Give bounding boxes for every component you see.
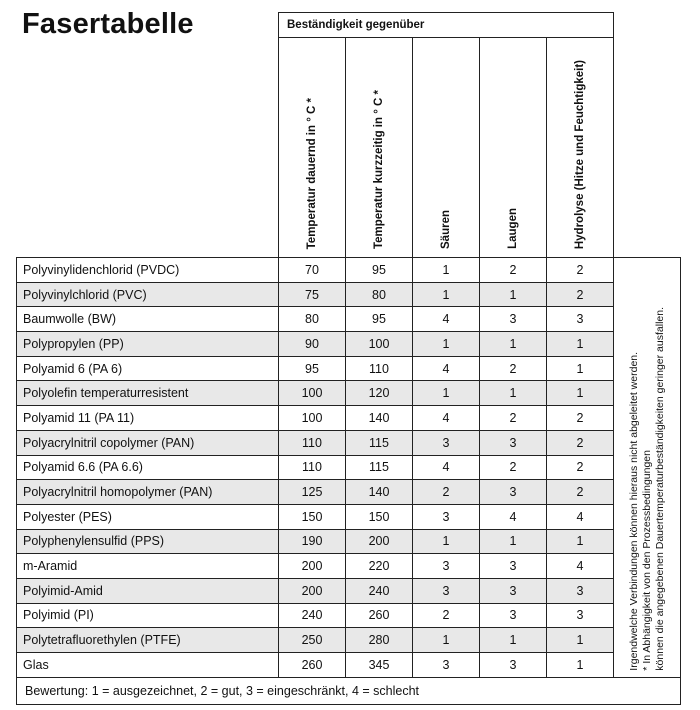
value-cell: 3 — [413, 578, 480, 603]
table-row — [17, 504, 681, 529]
table-row — [17, 653, 681, 678]
value-cell: 4 — [547, 554, 614, 579]
value-cell: 2 — [547, 480, 614, 505]
value-cell: 200 — [279, 554, 346, 579]
fiber-name: Polyvinylidenchlorid (PVDC) — [17, 258, 279, 283]
value-cell: 3 — [480, 307, 547, 332]
value-cell: 4 — [413, 406, 480, 431]
value-cell: 345 — [346, 653, 413, 678]
value-cell: 70 — [279, 258, 346, 283]
value-cell: 1 — [413, 628, 480, 653]
value-cell: 1 — [480, 381, 547, 406]
table-row — [17, 554, 681, 579]
value-cell: 90 — [279, 332, 346, 357]
value-cell: 1 — [413, 381, 480, 406]
value-cell: 3 — [547, 307, 614, 332]
value-cell: 2 — [413, 480, 480, 505]
value-cell: 2 — [480, 406, 547, 431]
value-cell: 3 — [413, 653, 480, 678]
value-cell: 3 — [480, 430, 547, 455]
column-header-saeuren: Säuren — [413, 38, 480, 258]
fiber-name: Polyimid-Amid — [17, 578, 279, 603]
value-cell: 1 — [480, 332, 547, 357]
value-cell: 4 — [413, 455, 480, 480]
fiber-name: Polyamid 11 (PA 11) — [17, 406, 279, 431]
header-blank-right — [614, 38, 681, 258]
value-cell: 200 — [279, 578, 346, 603]
value-cell: 2 — [480, 356, 547, 381]
value-cell: 100 — [346, 332, 413, 357]
value-cell: 1 — [547, 381, 614, 406]
value-cell: 3 — [480, 578, 547, 603]
table-row — [17, 628, 681, 653]
fiber-name: Polyacrylnitril copolymer (PAN) — [17, 430, 279, 455]
value-cell: 3 — [480, 653, 547, 678]
fiber-name: Polyphenylensulfid (PPS) — [17, 529, 279, 554]
value-cell: 4 — [413, 307, 480, 332]
column-header-temp-dauernd: Temperatur dauernd in ° C * — [279, 38, 346, 258]
value-cell: 75 — [279, 282, 346, 307]
value-cell: 110 — [279, 455, 346, 480]
table-row — [17, 258, 681, 283]
value-cell: 2 — [480, 455, 547, 480]
column-header-hydrolyse: Hydrolyse (Hitze und Feuchtigkeit) — [547, 38, 614, 258]
fiber-table — [16, 12, 681, 705]
group-header: Beständigkeit gegenüber — [279, 13, 614, 38]
value-cell: 95 — [346, 258, 413, 283]
value-cell: 200 — [346, 529, 413, 554]
fiber-name: Polyimid (PI) — [17, 603, 279, 628]
value-cell: 3 — [547, 578, 614, 603]
title-area — [17, 13, 279, 38]
value-cell: 80 — [346, 282, 413, 307]
group-header-gap — [614, 13, 681, 38]
column-header-temp-kurzzeitig: Temperatur kurzzeitig in ° C * — [346, 38, 413, 258]
value-cell: 2 — [413, 603, 480, 628]
table-row — [17, 282, 681, 307]
value-cell: 280 — [346, 628, 413, 653]
value-cell: 110 — [279, 430, 346, 455]
value-cell: 2 — [547, 430, 614, 455]
footnote-line3: können die angegebenen Dauertemperaturbeständigkeiten geringer ausfallen. — [653, 307, 666, 671]
table-body — [17, 258, 681, 678]
fiber-name: Polyacrylnitril homopolymer (PAN) — [17, 480, 279, 505]
value-cell: 1 — [547, 356, 614, 381]
value-cell: 3 — [413, 430, 480, 455]
table-row — [17, 307, 681, 332]
fiber-name: Polyamid 6 (PA 6) — [17, 356, 279, 381]
value-cell: 120 — [346, 381, 413, 406]
fiber-name: Baumwolle (BW) — [17, 307, 279, 332]
value-cell: 1 — [547, 529, 614, 554]
value-cell: 3 — [413, 554, 480, 579]
value-cell: 4 — [480, 504, 547, 529]
value-cell: 115 — [346, 455, 413, 480]
value-cell: 250 — [279, 628, 346, 653]
value-cell: 2 — [547, 455, 614, 480]
value-cell: 1 — [547, 653, 614, 678]
page-title: Fasertabelle — [22, 8, 194, 40]
value-cell: 1 — [480, 628, 547, 653]
value-cell: 4 — [547, 504, 614, 529]
table-row — [17, 603, 681, 628]
fiber-name: Glas — [17, 653, 279, 678]
value-cell: 220 — [346, 554, 413, 579]
value-cell: 1 — [413, 258, 480, 283]
value-cell: 2 — [547, 282, 614, 307]
fiber-name: m-Aramid — [17, 554, 279, 579]
value-cell: 125 — [279, 480, 346, 505]
table-row — [17, 406, 681, 431]
value-cell: 2 — [547, 406, 614, 431]
value-cell: 1 — [480, 529, 547, 554]
table-row — [17, 529, 681, 554]
footnote-cell — [614, 258, 681, 678]
table-row — [17, 480, 681, 505]
table-row — [17, 430, 681, 455]
value-cell: 1 — [413, 529, 480, 554]
value-cell: 140 — [346, 406, 413, 431]
fiber-name: Polypropylen (PP) — [17, 332, 279, 357]
table-row — [17, 455, 681, 480]
value-cell: 1 — [480, 282, 547, 307]
table-row — [17, 332, 681, 357]
value-cell: 80 — [279, 307, 346, 332]
value-cell: 100 — [279, 381, 346, 406]
fiber-name: Polytetrafluorethylen (PTFE) — [17, 628, 279, 653]
value-cell: 3 — [413, 504, 480, 529]
fiber-name: Polyvinylchlorid (PVC) — [17, 282, 279, 307]
value-cell: 260 — [279, 653, 346, 678]
fiber-name: Polyester (PES) — [17, 504, 279, 529]
table-row — [17, 356, 681, 381]
footnote-line2: * In Abhängigkeit von den Prozessbedingungen — [640, 450, 653, 671]
value-cell: 1 — [547, 628, 614, 653]
value-cell: 1 — [413, 282, 480, 307]
value-cell: 3 — [547, 603, 614, 628]
value-cell: 110 — [346, 356, 413, 381]
value-cell: 190 — [279, 529, 346, 554]
value-cell: 95 — [346, 307, 413, 332]
column-header-laugen: Laugen — [480, 38, 547, 258]
value-cell: 3 — [480, 554, 547, 579]
value-cell: 4 — [413, 356, 480, 381]
value-cell: 260 — [346, 603, 413, 628]
value-cell: 140 — [346, 480, 413, 505]
value-cell: 95 — [279, 356, 346, 381]
value-cell: 115 — [346, 430, 413, 455]
value-cell: 3 — [480, 603, 547, 628]
value-cell: 150 — [346, 504, 413, 529]
table-row — [17, 381, 681, 406]
table-row — [17, 578, 681, 603]
value-cell: 1 — [413, 332, 480, 357]
rating-legend: Bewertung: 1 = ausgezeichnet, 2 = gut, 3 = eingeschränkt, 4 = schlecht — [17, 677, 681, 704]
fiber-name: Polyolefin temperaturresistent — [17, 381, 279, 406]
value-cell: 1 — [547, 332, 614, 357]
value-cell: 3 — [480, 480, 547, 505]
value-cell: 150 — [279, 504, 346, 529]
value-cell: 2 — [547, 258, 614, 283]
footnote-line1: Irgendwelche Verbindungen können hieraus nicht abgeleitet werden. — [627, 351, 640, 671]
value-cell: 240 — [346, 578, 413, 603]
value-cell: 2 — [480, 258, 547, 283]
fiber-name: Polyamid 6.6 (PA 6.6) — [17, 455, 279, 480]
header-blank — [17, 38, 279, 258]
value-cell: 100 — [279, 406, 346, 431]
value-cell: 240 — [279, 603, 346, 628]
